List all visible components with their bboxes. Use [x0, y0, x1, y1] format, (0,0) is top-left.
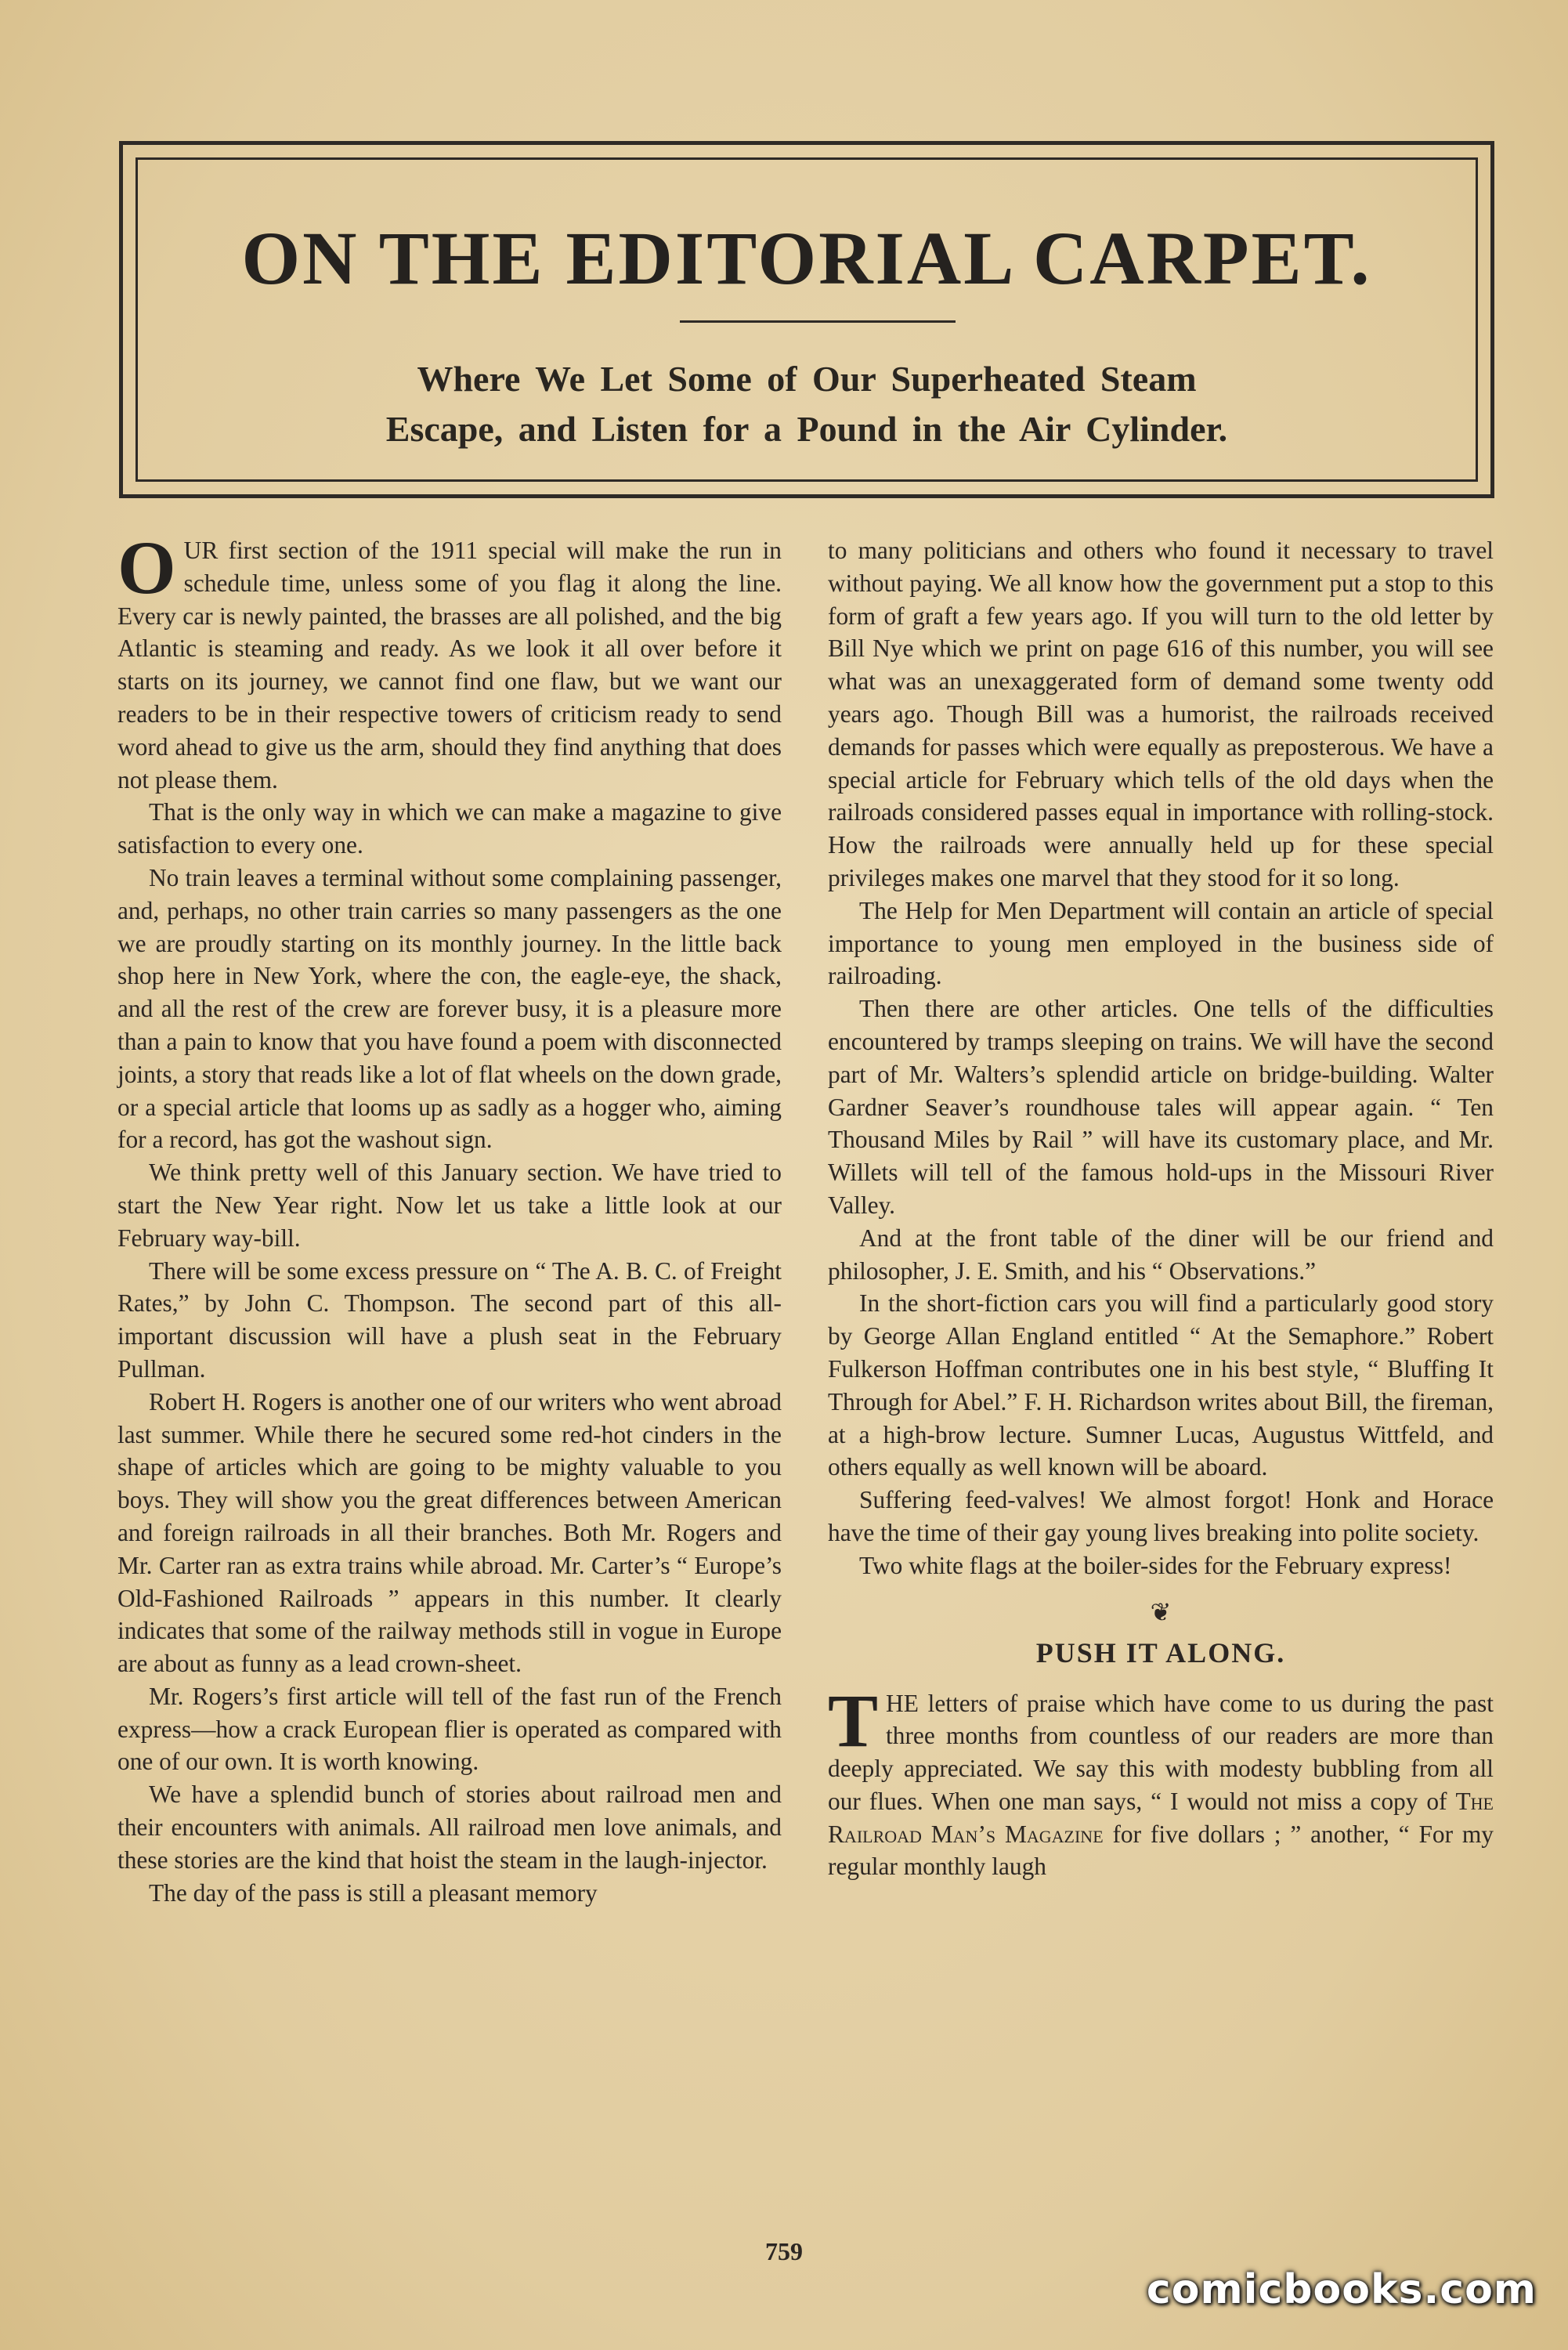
drop-cap: O: [117, 526, 176, 609]
paragraph-text: for five dollars ; ” another, “ For my regular monthly laugh: [828, 1820, 1494, 1881]
paragraph: Mr. Rogers’s first article will tell of the fast run of the French express—how a crack European flier is operated as compared with one of our own. It is worth knowing.: [117, 1682, 782, 1776]
page-subtitle: [138, 354, 1476, 454]
paragraph: That is the only way in which we can make a magazine to give satisfaction to every one.: [117, 798, 782, 859]
paragraph: [828, 1678, 1494, 1884]
paragraph: The day of the pass is still a pleasant memory: [149, 1878, 598, 1907]
subtitle-line-2: Escape, and Listen for a Pound in the Air Cylinder.: [385, 409, 1228, 449]
section-title: PUSH IT ALONG.: [1035, 1636, 1286, 1668]
paragraph: Suffering feed-valves! We almost forgot! Honk and Horace have the time of their gay young lives breaking into polite society.: [828, 1486, 1494, 1546]
right-column: [828, 534, 1494, 1883]
header-inner-frame: [135, 157, 1478, 482]
page-number: 759: [765, 2237, 803, 2265]
subtitle-line-1: Where We Let Some of Our Superheated Steam: [417, 359, 1197, 399]
paragraph-text: UR first section of the 1911 special will make the run in schedule time, unless some of you flag it along the line. Every car is newly painted, the brasses are all polished, and the big Atlantic is steaming and ready. As we look it all over before it starts on its journey, we cannot find one flaw, but we want our readers to be in their respective towers of criticism ready to send word ahead to give us the arm, should they find anything that does not please them.: [117, 537, 782, 794]
page-title: ON THE EDITORIAL CARPET.: [241, 216, 1372, 300]
paragraph: There will be some excess pressure on “ The A. B. C. of Freight Rates,” by John C. Thompson. The second part of this all-important discussion will have a plush seat in the February Pullman.: [117, 1256, 782, 1383]
paragraph: In the short-fiction cars you will find a particularly good story by George Allan England entitled “ At the Semaphore.” Robert Fulkerson Hoffman contributes one in his best style, “ Bluffing It Through for Abel.” F. H. Richardson writes about Bill, the fireman, at a high-brow lecture. Sumner Lucas, Augustus Wittfeld, and others equally as well known will be aboard.: [828, 1289, 1494, 1481]
paragraph: Then there are other articles. One tells of the difficulties encountered by tramps sleeping on trains. We will have the second part of Mr. Walters’s splendid article on bridge-building. Walter Gardner Seaver’s roundhouse tales will appear again. “ Ten Thousand Miles by Rail ” will have its customary place, and Mr. Willets will tell of the famous hold-ups in the Missouri River Valley.: [828, 995, 1494, 1219]
paragraph: Two white flags at the boiler-sides for the February express!: [859, 1551, 1452, 1579]
paragraph: [117, 526, 782, 796]
magazine-name: The Railroad Man’s Magazine: [828, 1787, 1494, 1848]
paragraph: And at the front table of the diner will be our friend and philosopher, J. E. Smith, and his “ Observations.”: [828, 1224, 1494, 1285]
paragraph-text: HE letters of praise which have come to us during the past three months from countless of our readers are more than deeply appreciated. We say this with modesty bubbling from all our flues. When one man says, “ I would not miss a copy of: [828, 1689, 1494, 1815]
watermark: comicbooks.com: [1146, 2266, 1537, 2313]
paragraph: The Help for Men Department will contain an article of special importance to young men employed in the business side of railroading.: [828, 896, 1494, 990]
header-box: [119, 141, 1494, 498]
paragraph: We think pretty well of this January section. We have tried to start the New Year right. Now let us take a little look at our February way-bill.: [117, 1159, 782, 1252]
paragraph: No train leaves a terminal without some complaining passenger, and, perhaps, no other train carries so many passengers as the one we are proudly starting on its monthly journey. In the little back shop here in New York, where the con, the eagle-eye, the shack, and all the rest of the crew are forever busy, it is a pleasure more than a pain to know that you have found a poem with disconnected joints, a story that reads like a lot of flat wheels on the down grade, or a special article that looms up as sadly as a hogger who, aiming for a record, has got the washout sign.: [117, 863, 782, 1154]
drop-cap: T: [828, 1678, 879, 1762]
paragraph: Robert H. Rogers is another one of our writers who went abroad last summer. While there he secured some red-hot cinders in the shape of articles which are going to be mighty valuable to you boys. They will show you the great differences between American and foreign railroads in all their branches. Both Mr. Rogers and Mr. Carter ran as extra trains while abroad. Mr. Carter’s “ Europe’s Old-Fashioned Railroads ” appears in this number. It clearly indicates that some of the railway methods still in vogue in Europe are about as funny as a lead crown-sheet.: [117, 1387, 782, 1678]
title-rule: [680, 320, 956, 323]
paragraph: We have a splendid bunch of stories about railroad men and their encounters with animals. All railroad men love animals, and these stories are the kind that hoist the steam in the laugh-injector.: [117, 1781, 782, 1874]
paragraph: to many politicians and others who found it necessary to travel without paying. We all know how the government put a stop to this form of graft a few years ago. If you will turn to the old letter by Bill Nye which we print on page 616 of this number, you will see what was an unexaggerated form of demand some twenty odd years ago. Though Bill was a humorist, the railroads received demands for passes which were equally as preposterous. We have a special article for February which tells of the old days when the railroads considered passes equal in importance with rolling-stock. How the railroads were annually held up for these special privileges makes one marvel that they stood for it so long.: [828, 537, 1494, 891]
left-column: [117, 526, 782, 1909]
fleuron-ornament-icon: ❦: [1150, 1597, 1172, 1626]
